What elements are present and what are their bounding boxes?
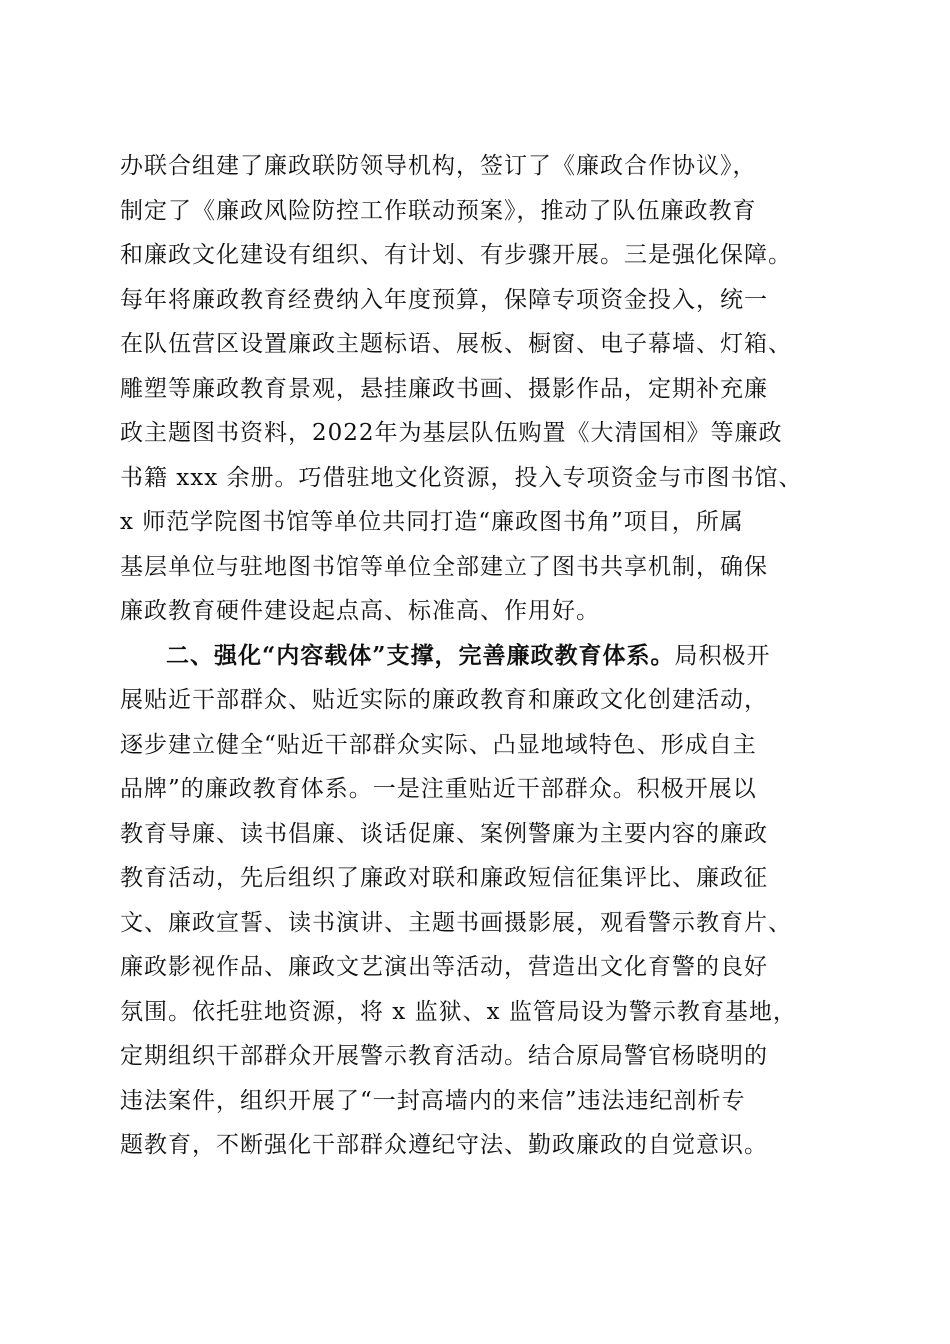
paragraph-line: 在队伍营区设置廉政主题标语、展板、橱窗、电子幕墙、灯箱、 bbox=[120, 331, 792, 357]
paragraph-line: 违法案件，组织开展了“一封高墙内的来信”违法违纪剖析专 bbox=[120, 1088, 746, 1114]
paragraph-line: 展贴近干部群众、贴近实际的廉政教育和廉政文化创建活动， bbox=[120, 687, 768, 713]
paragraph-line: 政主题图书资料，2022年为基层队伍购置《大清国相》等廉政 bbox=[120, 420, 783, 446]
paragraph-line: 每年将廉政教育经费纳入年度预算，保障专项资金投入，统一 bbox=[120, 287, 768, 313]
paragraph-line: 和廉政文化建设有组织、有计划、有步骤开展。三是强化保障。 bbox=[120, 242, 792, 268]
paragraph-line: 氛围。依托驻地资源，将 x 监狱、x 监管局设为警示教育基地， bbox=[120, 999, 797, 1025]
section-heading-line bbox=[166, 636, 860, 676]
paragraph-line: 逐步建立健全“贴近干部群众实际、凸显地域特色、形成自主 bbox=[120, 732, 757, 758]
paragraph-line: 教育导廉、读书倡廉、谈话促廉、案例警廉为主要内容的廉政 bbox=[120, 821, 768, 847]
paragraph-line: 题教育，不断强化干部群众遵纪守法、勤政廉政的自觉意识。 bbox=[120, 1132, 768, 1158]
paragraph-line: 文、廉政宣誓、读书演讲、主题书画摄影展，观看警示教育片、 bbox=[120, 910, 792, 936]
paragraph-line: 书籍 xxx 余册。巧借驻地文化资源，投入专项资金与市图书馆、 bbox=[120, 465, 803, 491]
paragraph-line: 廉政影视作品、廉政文艺演出等活动，营造出文化育警的良好 bbox=[120, 954, 768, 980]
paragraph-line: 定期组织干部群众开展警示教育活动。结合原局警官杨晓明的 bbox=[120, 1043, 768, 1069]
paragraph-line: 雕塑等廉政教育景观，悬挂廉政书画、摄影作品，定期补充廉 bbox=[120, 376, 768, 402]
paragraph-line: 制定了《廉政风险防控工作联动预案》，推动了队伍廉政教育 bbox=[120, 198, 757, 224]
paragraph-line: 品牌”的廉政教育体系。一是注重贴近干部群众。积极开展以 bbox=[120, 776, 757, 802]
heading-line-rest: 局积极开 bbox=[674, 643, 771, 669]
paragraph-line: 教育活动，先后组织了廉政对联和廉政短信征集评比、廉政征 bbox=[120, 865, 768, 891]
paragraph-line: 办联合组建了廉政联防领导机构，签订了《廉政合作协议》， bbox=[120, 153, 757, 179]
paragraph-line: 基层单位与驻地图书馆等单位全部建立了图书共享机制，确保 bbox=[120, 554, 768, 580]
section-heading: 二、强化“内容载体”支撑，完善廉政教育体系。 bbox=[166, 642, 675, 669]
paragraph-line: 廉政教育硬件建设起点高、标准高、作用好。 bbox=[120, 598, 600, 624]
paragraph-line: x 师范学院图书馆等单位共同打造“廉政图书角”项目，所属 bbox=[120, 509, 744, 535]
